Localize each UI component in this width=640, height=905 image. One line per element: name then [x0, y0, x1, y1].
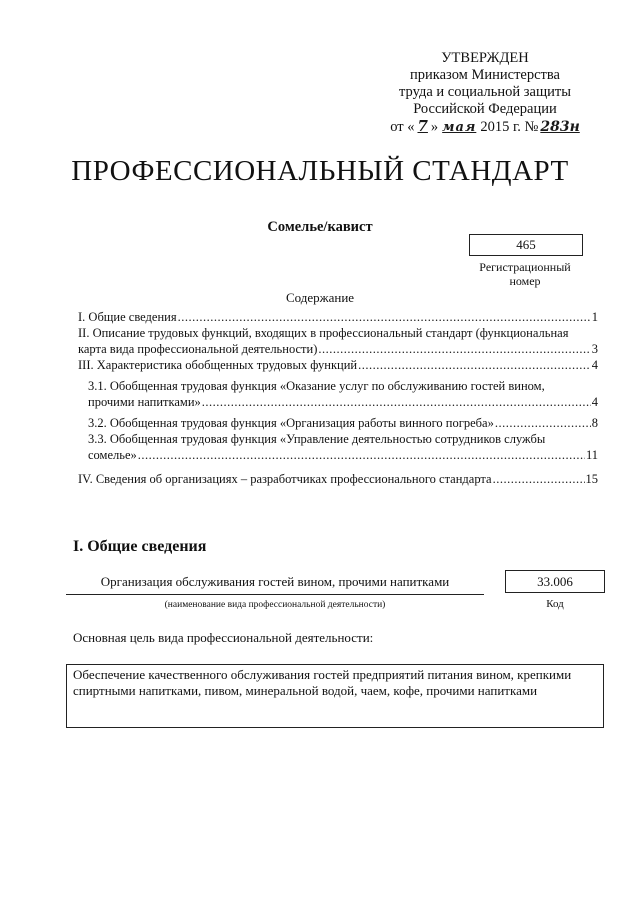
activity-name: Организация обслуживания гостей вином, прочими напитками [66, 574, 484, 595]
toc-item-text-line: 3.1. Обобщенная трудовая функция «Оказание услуг по обслуживанию гостей вином, [88, 379, 545, 393]
approval-date-line [380, 118, 590, 136]
toc-leader [178, 309, 591, 325]
toc-item-text: III. Характеристика обобщенных трудовых функций [78, 358, 358, 372]
approval-line: Российской Федерации [413, 101, 557, 117]
toc-item-text-line: II. Описание трудовых функций, входящих в профессиональный стандарт (функциональная [78, 326, 569, 340]
toc-leader [495, 415, 591, 431]
activity-code-caption: Код [546, 598, 564, 610]
toc-item [78, 394, 598, 410]
toc-item-page: 11 [585, 448, 598, 462]
date-quote-close: » [430, 119, 439, 135]
toc-leader [138, 447, 585, 463]
section-heading: I. Общие сведения [73, 538, 207, 555]
handwritten-order-number: 283н [540, 119, 580, 135]
handwritten-month: мая [442, 120, 477, 135]
goal-box [66, 664, 604, 728]
toc-item-page: 15 [585, 472, 598, 486]
toc-leader [202, 394, 591, 410]
goal-label: Основная цель вида профессиональной деятельности: [73, 630, 374, 645]
toc-item-page: 1 [591, 310, 598, 324]
registration-caption-line: Регистрационный [479, 260, 571, 274]
toc-leader [493, 471, 585, 487]
toc-item-text-line: 3.3. Обобщенная трудовая функция «Управление деятельностью сотрудников службы [88, 432, 546, 446]
goal-text-line: Обеспечение качественного обслуживания гостей предприятий питания вином, крепкими [73, 667, 572, 682]
toc-item-text: 3.2. Обобщенная трудовая функция «Организация работы винного погреба» [88, 416, 494, 430]
standard-name: Сомелье/кавист [267, 219, 373, 235]
toc-item [78, 447, 598, 463]
approval-stamp [380, 50, 590, 136]
toc-leader [358, 357, 591, 373]
goal-text-line: спиртными напитками, пивом, минеральной водой, чаем, кофе, прочими напитками [73, 683, 538, 698]
toc-item-page: 8 [591, 416, 598, 430]
approval-line: приказом Министерства [410, 67, 560, 83]
toc-item-page: 4 [591, 395, 598, 409]
toc-leader [318, 341, 590, 357]
table-of-contents [78, 309, 598, 487]
document-title: ПРОФЕССИОНАЛЬНЫЙ СТАНДАРТ [71, 155, 569, 187]
date-year: 2015 г. № [480, 119, 539, 135]
activity-caption: (наименование вида профессиональной деятельности) [164, 600, 386, 610]
toc-item-text: прочими напитками» [88, 395, 201, 409]
activity-code-box: 33.006 [505, 570, 605, 593]
toc-heading: Содержание [285, 290, 355, 305]
approval-line: труда и социальной защиты [399, 84, 571, 100]
toc-item-page: 4 [591, 358, 598, 372]
toc-item [78, 357, 598, 373]
registration-number-box: 465 [469, 234, 583, 256]
toc-item-text: I. Общие сведения [78, 310, 177, 324]
toc-item-text: сомелье» [88, 448, 137, 462]
date-prefix: от « [390, 119, 415, 135]
toc-item-page: 3 [591, 342, 598, 356]
toc-item-text: IV. Сведения об организациях – разработчиках профессионального стандарта [78, 472, 492, 486]
registration-caption [466, 260, 584, 288]
toc-item [78, 309, 598, 325]
handwritten-day: 7 [417, 117, 428, 135]
toc-item [78, 415, 598, 431]
approval-title: УТВЕРЖДЕН [441, 50, 529, 66]
toc-item-text: карта вида профессиональной деятельности) [78, 342, 318, 356]
toc-item [78, 341, 598, 357]
toc-item [78, 471, 598, 487]
registration-caption-line: номер [509, 274, 541, 288]
